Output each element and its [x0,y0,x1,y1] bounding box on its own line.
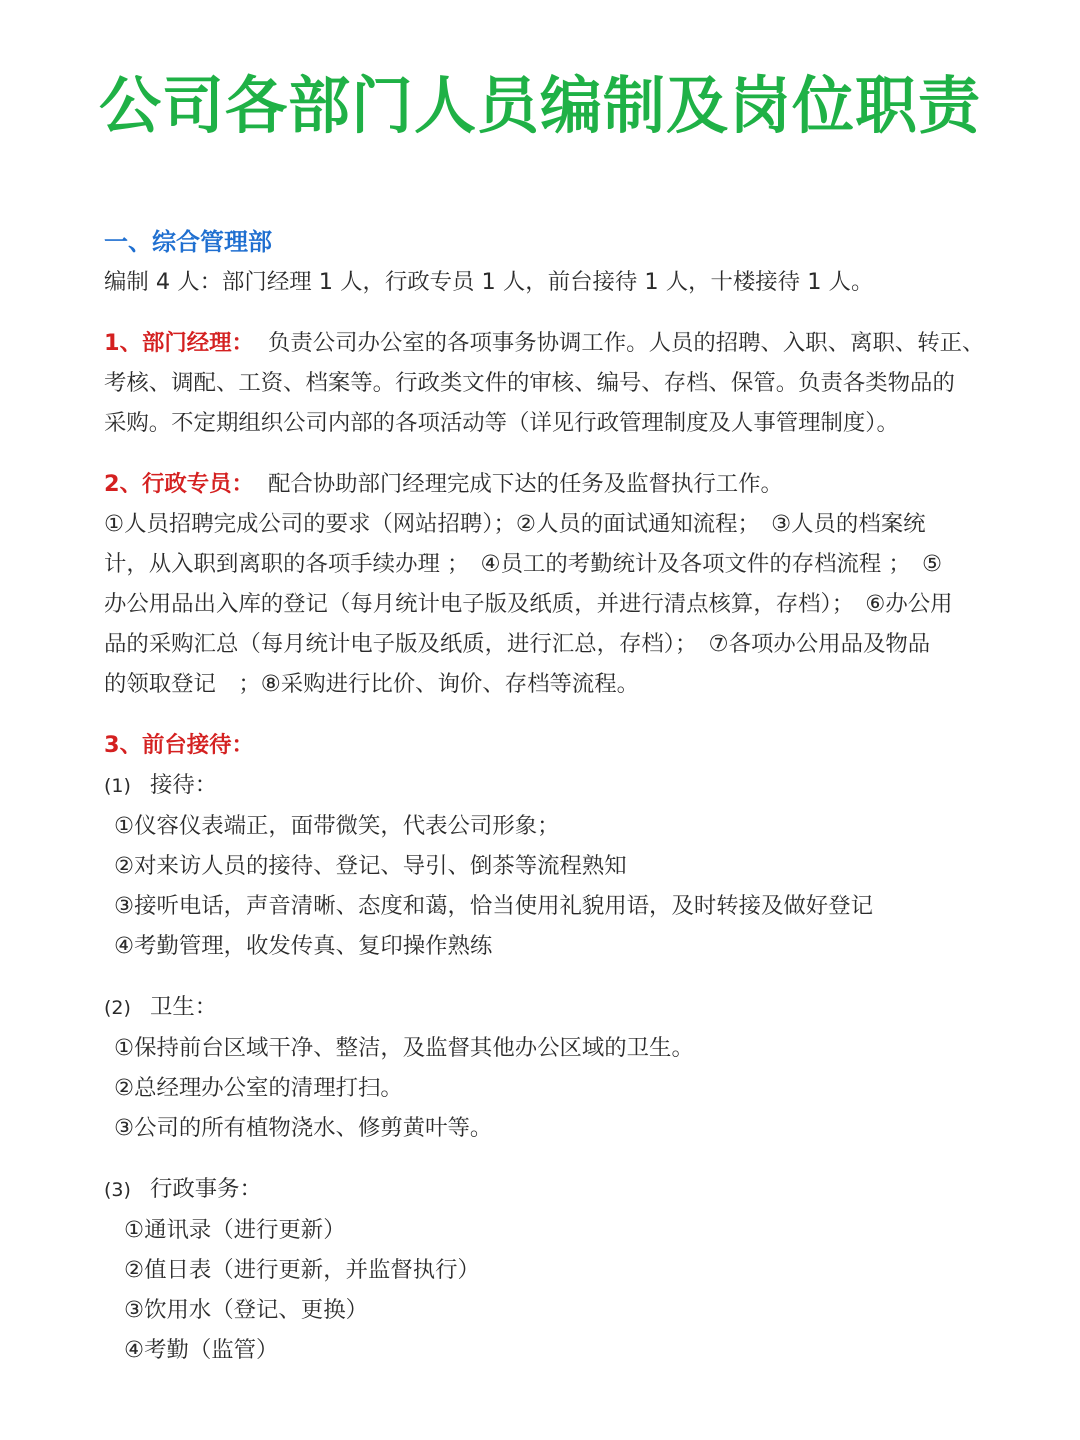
group-number: (3) [104,1179,131,1201]
list-item: ②总经理办公室的清理打扫。 [114,1075,403,1101]
staffing-text: 编制 4 人：部门经理 1 人，行政专员 1 人，前台接待 1 人，十楼接待 1 人。 [104,269,874,295]
group-title: 行政事务： [150,1176,262,1202]
duty-group-admin-affairs [104,1169,980,1370]
duty-line: ①人员招聘完成公司的要求（网站招聘）；②人员的面试通知流程； ③人员的档案统 [104,511,926,537]
group-number: (1) [104,775,131,797]
role-text: 负责公司办公室的各项事务协调工作。人员的招聘、入职、离职、转正、 [267,330,985,356]
list-item: ④考勤（监管） [124,1337,279,1363]
list-item: ③饮用水（登记、更换） [124,1297,368,1323]
role-label: 2、行政专员： [104,471,254,497]
duty-line: 的领取登记 ；⑧采购进行比价、询价、存档等流程。 [104,671,640,697]
role-department-manager [104,323,985,443]
role-text: 采购。不定期组织公司内部的各项活动等（详见行政管理制度及人事管理制度）。 [104,410,899,436]
list-item: ④考勤管理，收发传真、复印操作熟练 [114,933,493,959]
duty-line: 办公用品出入库的登记（每月统计电子版及纸质，并进行清点核算，存档）； ⑥办公用 [104,591,953,617]
duty-group-hygiene [104,987,980,1148]
list-item: ①通讯录（进行更新） [124,1217,346,1243]
list-item: ③接听电话，声音清晰、态度和蔼，恰当使用礼貌用语，及时转接及做好登记 [114,893,873,919]
role-label: 3、前台接待： [104,732,254,758]
list-item: ③公司的所有植物浇水、修剪黄叶等。 [114,1115,493,1141]
page-title: 公司各部门人员编制及岗位职责 [98,69,981,142]
list-item: ①仪容仪表端正，面带微笑，代表公司形象； [114,813,560,839]
group-number: (2) [104,997,131,1019]
role-front-desk [104,725,980,1370]
duty-line: 品的采购汇总（每月统计电子版及纸质，进行汇总，存档）； ⑦各项办公用品及物品 [104,631,931,657]
section-heading-general-management: 一、综合管理部 [104,228,272,256]
role-text: 配合协助部门经理完成下达的任务及监督执行工作。 [267,471,783,497]
role-label: 1、部门经理： [104,330,254,356]
role-admin-specialist [104,464,980,704]
document-body [104,222,985,1370]
group-title: 卫生： [150,994,218,1020]
duty-line: 计，从入职到离职的各项手续办理 ； ④员工的考勤统计及各项文件的存档流程 ； ⑤ [104,551,943,577]
list-item: ①保持前台区域干净、整洁，及监督其他办公区域的卫生。 [114,1035,694,1061]
duty-group-reception [104,765,980,966]
list-item: ②对来访人员的接待、登记、导引、倒茶等流程熟知 [114,853,627,879]
role-text: 考核、调配、工资、档案等。行政类文件的审核、编号、存档、保管。负责各类物品的 [104,370,955,396]
list-item: ②值日表（进行更新，并监督执行） [124,1257,480,1283]
group-title: 接待： [150,772,218,798]
